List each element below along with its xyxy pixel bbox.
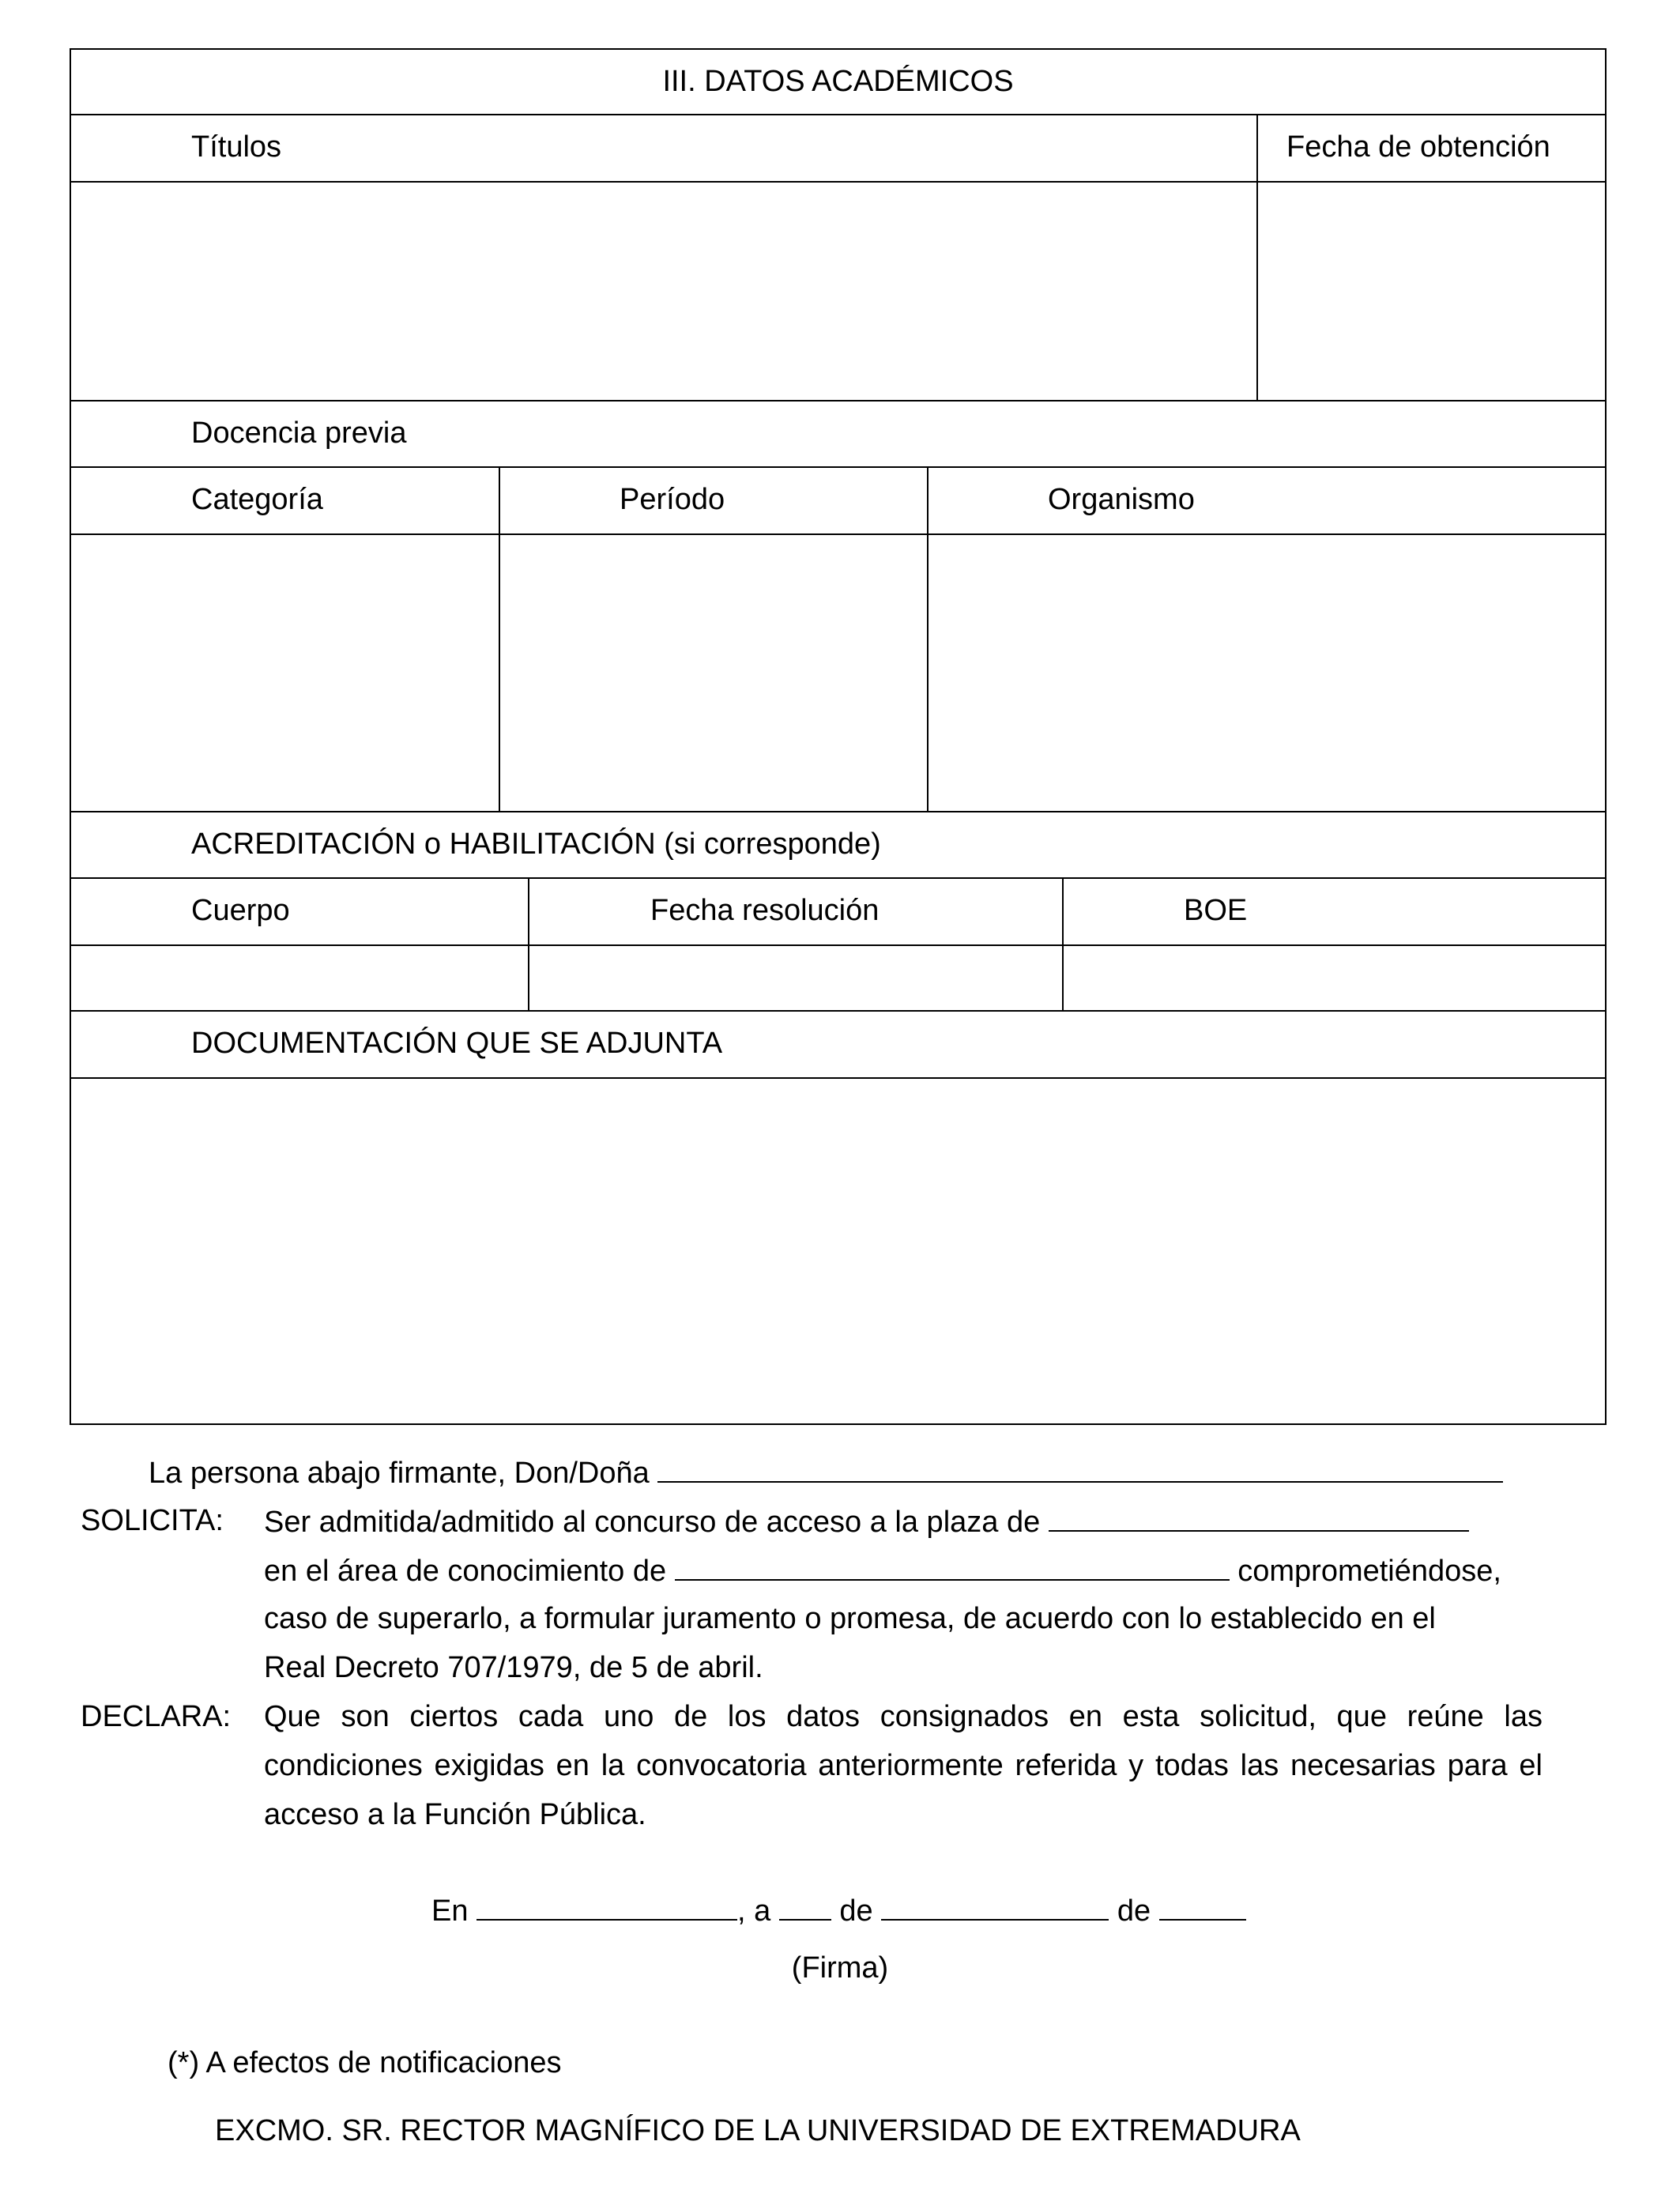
titulos-header: Títulos (191, 130, 282, 164)
documentacion-label: DOCUMENTACIÓN QUE SE ADJUNTA (191, 1027, 723, 1060)
fecha-resolucion-input[interactable] (531, 948, 1059, 1008)
table-divider (71, 466, 1605, 468)
compromise-text: comprometiéndose, (1237, 1555, 1501, 1588)
table-divider (71, 1010, 1605, 1012)
year-blank[interactable] (1159, 1892, 1246, 1921)
table-divider (71, 400, 1605, 401)
table-divider (71, 877, 1605, 879)
solicita-line-2 (264, 1552, 1501, 1589)
en-text: En (431, 1894, 469, 1928)
solicita-label: SOLICITA: (81, 1504, 224, 1537)
fecha-obtencion-header: Fecha de obtención (1286, 130, 1550, 164)
table-divider (71, 944, 1605, 946)
declara-text: Que son ciertos cada uno de los datos consignados en esta solicitud, que reúne las condiciones exigidas en la convocatoria anteriormente referida y todas las necesarias para el acceso a la Función Pública. (264, 1700, 1543, 1831)
area-text: en el área de conocimiento de (264, 1555, 667, 1588)
column-divider (927, 466, 929, 811)
documentacion-input[interactable] (74, 1080, 1605, 1423)
boe-header: BOE (1184, 894, 1248, 927)
fecha-resolucion-header: Fecha resolución (650, 894, 880, 927)
categoria-input[interactable] (74, 537, 495, 809)
cuerpo-header: Cuerpo (191, 894, 290, 927)
table-divider (71, 181, 1605, 183)
de-text: de (1117, 1894, 1151, 1928)
periodo-input[interactable] (502, 537, 924, 809)
column-divider (499, 466, 500, 811)
place-blank[interactable] (477, 1892, 737, 1921)
section-title: III. DATOS ACADÉMICOS (662, 65, 1014, 98)
periodo-header: Período (620, 483, 725, 516)
boe-input[interactable] (1065, 948, 1605, 1008)
declaration-intro (149, 1454, 1503, 1491)
signature-place-date (431, 1892, 1246, 1928)
column-divider (528, 877, 529, 1010)
table-divider (71, 811, 1605, 812)
de-text: de (839, 1894, 873, 1928)
area-blank[interactable] (675, 1552, 1230, 1581)
solicita-line-4: Real Decreto 707/1979, de 5 de abril. (264, 1651, 763, 1684)
docencia-previa-label: Docencia previa (191, 417, 407, 450)
solicita-line-3: caso de superarlo, a formular juramento o promesa, de acuerdo con lo establecido en el (264, 1602, 1436, 1635)
month-blank[interactable] (881, 1892, 1109, 1921)
academic-data-table (70, 48, 1607, 1425)
day-blank[interactable] (779, 1892, 831, 1921)
table-divider (71, 114, 1605, 115)
table-divider (71, 1077, 1605, 1079)
solicita-line-1 (264, 1503, 1469, 1540)
acreditacion-label: ACREDITACIÓN o HABILITACIÓN (si corresponde) (191, 827, 881, 861)
a-text: , a (737, 1894, 771, 1928)
plaza-blank[interactable] (1049, 1503, 1469, 1532)
name-blank[interactable] (657, 1454, 1503, 1483)
titulos-input[interactable] (74, 184, 1253, 398)
solicita-text: Ser admitida/admitido al concurso de acceso a la plaza de (264, 1506, 1041, 1539)
column-divider (1062, 877, 1064, 1010)
addressee: EXCMO. SR. RECTOR MAGNÍFICO DE LA UNIVERSIDAD DE EXTREMADURA (215, 2114, 1301, 2147)
organismo-header: Organismo (1048, 483, 1195, 516)
organismo-input[interactable] (930, 537, 1605, 809)
table-divider (71, 533, 1605, 535)
firma-label: (Firma) (791, 1951, 889, 1985)
categoria-header: Categoría (191, 483, 323, 516)
fecha-obtencion-input[interactable] (1260, 184, 1605, 398)
declara-label: DECLARA: (81, 1700, 232, 1733)
intro-text: La persona abajo firmante, Don/Doña (149, 1457, 650, 1490)
cuerpo-input[interactable] (74, 948, 525, 1008)
column-divider (1256, 114, 1258, 400)
footnote: (*) A efectos de notificaciones (168, 2046, 562, 2079)
